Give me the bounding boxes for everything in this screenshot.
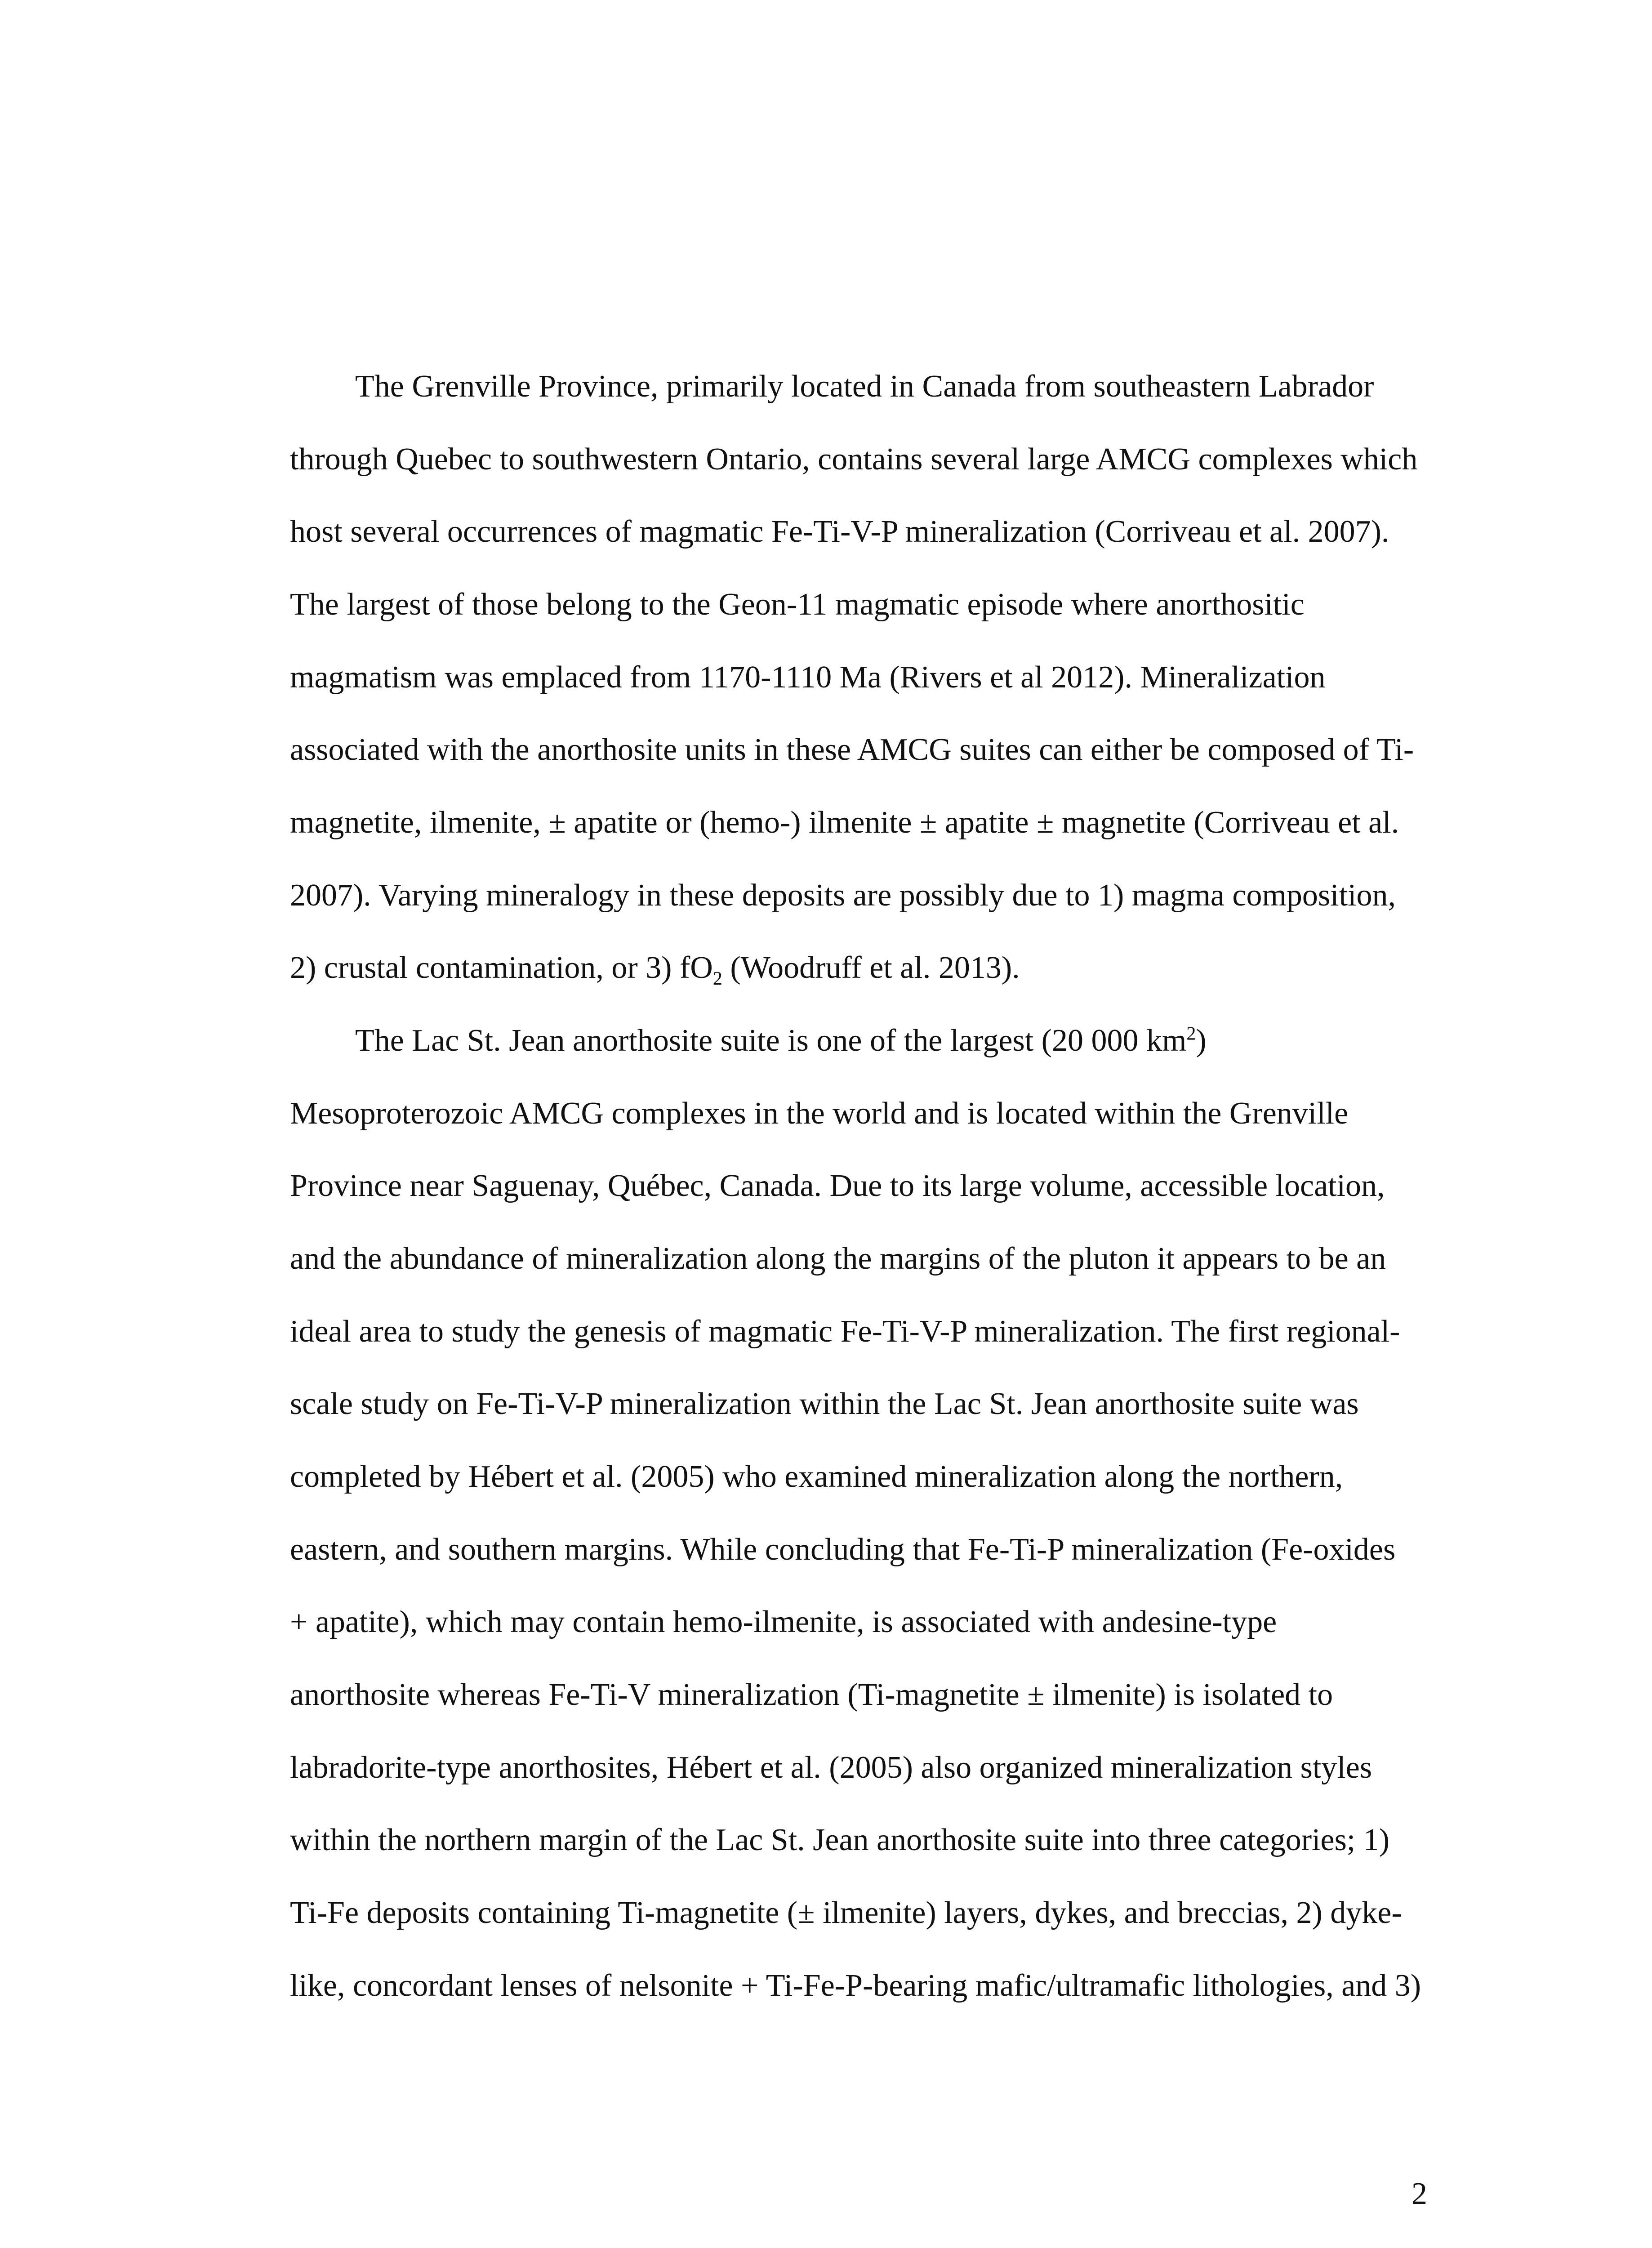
superscript: 2 — [1186, 1023, 1196, 1044]
text-line: magmatism was emplaced from 1170-1110 Ma (Rivers et al 2012). Mineralization — [290, 660, 1326, 695]
text-line: labradorite-type anorthosites, Hébert et al. (2005) also organized mineralization styles — [290, 1750, 1372, 1785]
text-line: and the abundance of mineralization along the margins of the pluton it appears to be an — [290, 1241, 1386, 1276]
text-line: eastern, and southern margins. While concluding that Fe-Ti-P mineralization (Fe-oxides — [290, 1532, 1396, 1567]
text-segment: The Lac St. Jean anorthosite suite is one of the largest (20 000 km — [355, 1023, 1187, 1058]
text-line — [355, 1021, 1207, 1061]
text-line: The Grenville Province, primarily located in Canada from southeastern Labrador — [355, 369, 1374, 404]
text-line: + apatite), which may contain hemo-ilmenite, is associated with andesine-type — [290, 1605, 1277, 1639]
text-line: like, concordant lenses of nelsonite + Ti-Fe-P-bearing mafic/ultramafic lithologies, and 3) — [290, 1968, 1421, 2003]
text-line: 2007). Varying mineralogy in these deposits are possibly due to 1) magma composition, — [290, 878, 1396, 913]
text-segment: ) — [1196, 1023, 1207, 1058]
text-line: within the northern margin of the Lac St. Jean anorthosite suite into three categories; 1) — [290, 1823, 1390, 1857]
text-line: scale study on Fe-Ti-V-P mineralization within the Lac St. Jean anorthosite suite was — [290, 1387, 1359, 1421]
text-line: anorthosite whereas Fe-Ti-V mineralization (Ti-magnetite ± ilmenite) is isolated to — [290, 1677, 1333, 1712]
text-line: completed by Hébert et al. (2005) who examined mineralization along the northern, — [290, 1459, 1343, 1494]
text-line: ideal area to study the genesis of magmatic Fe-Ti-V-P mineralization. The first regional- — [290, 1314, 1400, 1349]
text-line: Ti-Fe deposits containing Ti-magnetite (± ilmenite) layers, dykes, and breccias, 2) dyke- — [290, 1896, 1402, 1930]
text-line: Mesoproterozoic AMCG complexes in the world and is located within the Grenville — [290, 1096, 1349, 1131]
text-segment: 2) crustal contamination, or 3) fO — [290, 950, 713, 985]
text-line: The largest of those belong to the Geon-11 magmatic episode where anorthositic — [290, 587, 1305, 622]
text-line: host several occurrences of magmatic Fe-Ti-V-P mineralization (Corriveau et al. 2007). — [290, 514, 1389, 549]
text-line: associated with the anorthosite units in these AMCG suites can either be composed of Ti- — [290, 732, 1414, 767]
text-line: magnetite, ilmenite, ± apatite or (hemo-) ilmenite ± apatite ± magnetite (Corriveau et al. — [290, 805, 1399, 840]
text-line: through Quebec to southwestern Ontario, contains several large AMCG complexes which — [290, 442, 1418, 477]
subscript: 2 — [712, 968, 722, 989]
text-line — [290, 948, 1020, 988]
text-line: Province near Saguenay, Québec, Canada. Due to its large volume, accessible location, — [290, 1169, 1385, 1203]
page-number: 2 — [1412, 2177, 1427, 2211]
text-segment: (Woodruff et al. 2013). — [722, 950, 1020, 985]
